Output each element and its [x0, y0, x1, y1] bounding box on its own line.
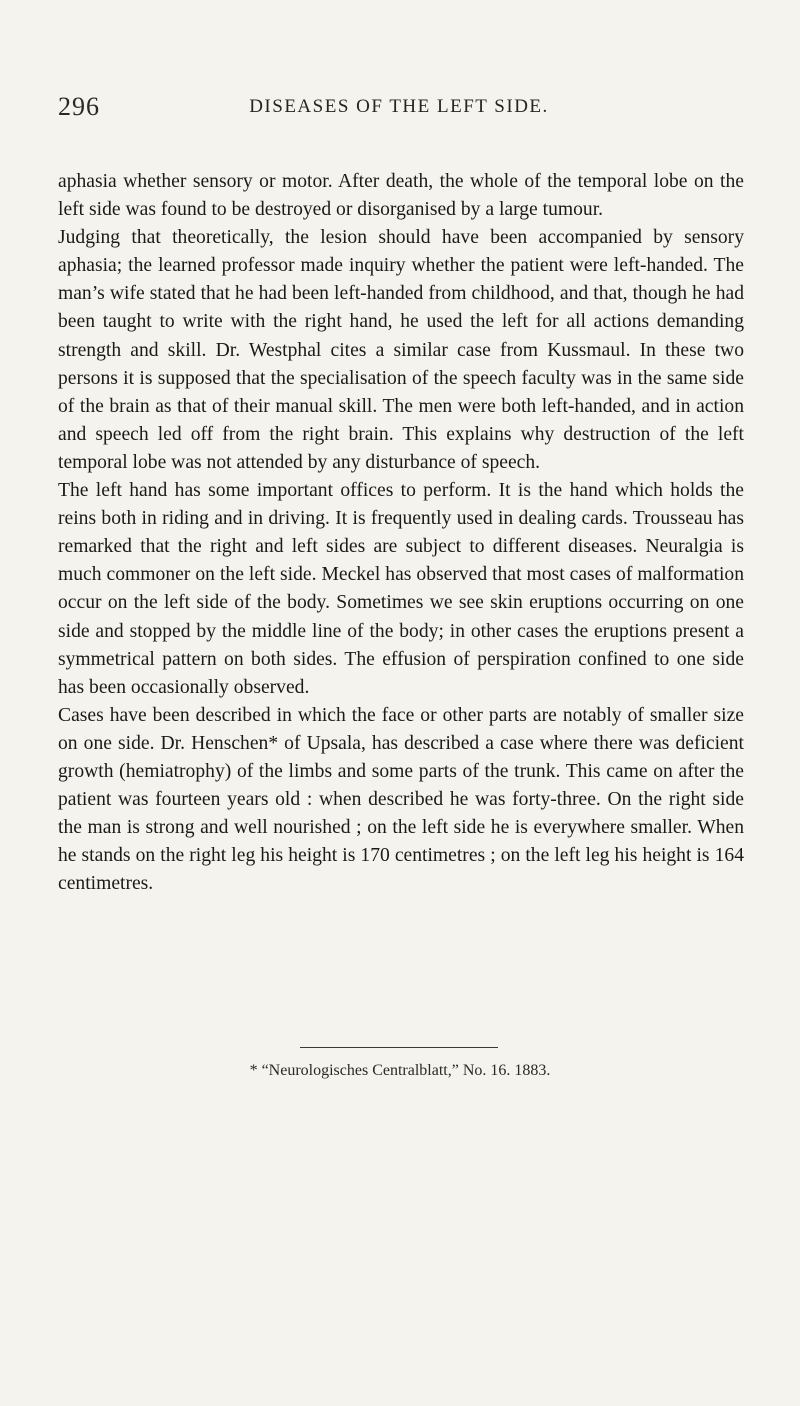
- running-head: [54, 92, 744, 126]
- running-title: DISEASES OF THE LEFT SIDE.: [249, 96, 549, 117]
- page-number: 296: [58, 92, 100, 121]
- footnote: * “Neurologisches Centralblatt,” No. 16. 1883.: [249, 1062, 551, 1079]
- paragraph-1: aphasia whether sensory or motor. After death, the whole of the temporal lobe on the left side was found to be destroyed or disorganised by a large tumour.: [58, 171, 744, 221]
- paragraph-2: Judging that theoretically, the lesion should have been accompanied by sensory aphasia; the learned professor made inquiry whether the patient were left-handed. The man’s wife stated that he had been left-handed from childhood, and that, though he had been taught to write with the right hand, he used the left for all actions demanding strength and skill. Dr. Westphal cites a similar case from Kussmaul. In these two persons it is supposed that the specialisation of the speech faculty was in the same side of the brain as that of their manual skill. The men were both left-handed, and in action and speech led off from the right brain. This explains why destruction of the left temporal lobe was not attended by any disturbance of speech.: [58, 227, 744, 473]
- paragraph-4: Cases have been described in which the face or other parts are notably of smaller size on one side. Dr. Henschen* of Upsala, has described a case where there was deficient growth (hemiatrophy) of the limbs and some parts of the trunk. This came on after the patient was fourteen years old : when described he was forty-three. On the right side the man is strong and well nourished ; on the left side he is everywhere smaller. When he stands on the right leg his height is 170 centimetres ; on the left leg his height is 164 centimetres.: [58, 704, 744, 895]
- body-text: [58, 168, 744, 898]
- paragraph-3: The left hand has some important offices to perform. It is the hand which holds the reins both in riding and in driving. It is frequently used in dealing cards. Trousseau has remarked that the right and left sides are subject to different diseases. Neuralgia is much commoner on the left side. Meckel has observed that most cases of malformation occur on the left side of the body. Sometimes we see skin eruptions occurring on one side and stopped by the middle line of the body; in other cases the eruptions present a symmetrical pattern on both sides. The effusion of perspiration confined to one side has been occasionally observed.: [58, 480, 744, 698]
- footnote-rule: [300, 1047, 498, 1048]
